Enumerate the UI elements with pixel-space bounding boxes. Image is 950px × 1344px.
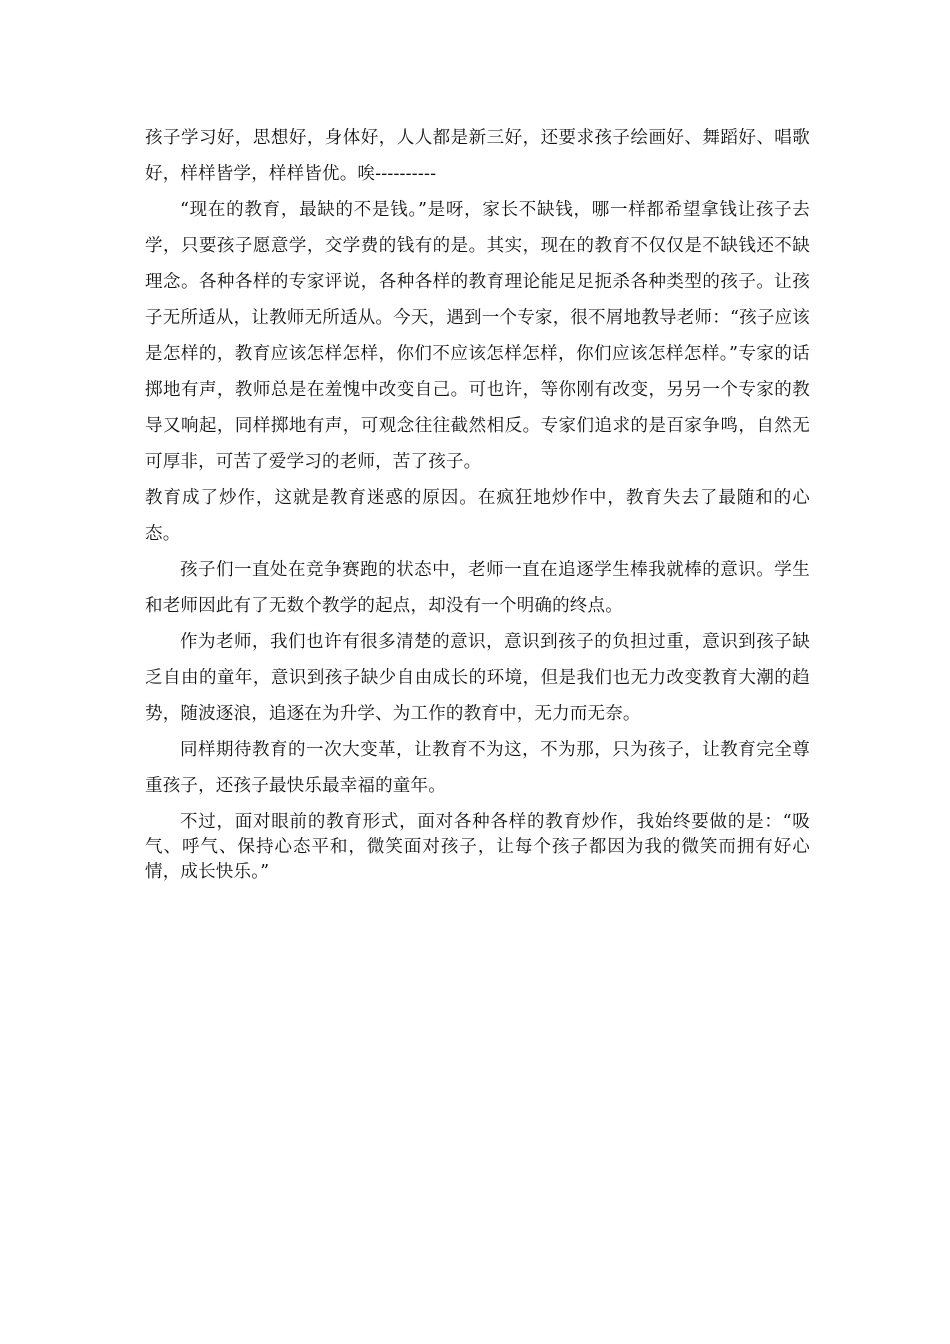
paragraph-1: 孩子学习好，思想好，身体好，人人都是新三好，还要求孩子绘画好、舞蹈好、唱歌好，样样皆学，样样皆优。唉---------- xyxy=(145,128,810,184)
paragraph-5: 作为老师，我们也许有很多清楚的意识，意识到孩子的负担过重，意识到孩子缺乏自由的童年，意识到孩子缺少自由成长的环境，但是我们也无力改变教育大潮的趋势，随波逐浪，追逐在为升学、为工作的教育中，无力而无奈。 xyxy=(145,632,810,724)
paragraph-4: 孩子们一直处在竞争赛跑的状态中，老师一直在追逐学生棒我就棒的意识。学生 和老师因此有了无数个教学的起点，却没有一个明确的终点。 xyxy=(145,560,828,616)
paragraph-3: 教育成了炒作，这就是教育迷惑的原因。在疯狂地炒作中，教育失去了最随和的心态。 xyxy=(145,488,810,544)
document-body xyxy=(145,120,828,885)
paragraph-6: 同样期待教育的一次大变革，让教育不为这，不为那，只为孩子，让教育完全尊重孩子，还孩子最快乐最幸福的童年。 xyxy=(145,740,810,796)
paragraph-7: 不过，面对眼前的教育形式，面对各种各样的教育炒作，我始终要做的是：“吸气、呼气、保持心态平和，微笑面对孩子，让每个孩子都因为我的微笑而拥有好心情，成长快乐。” xyxy=(145,812,810,882)
paragraph-2: “现在的教育，最缺的不是钱。”是呀，家长不缺钱，哪一样都希望拿钱让孩子去学，只要孩子愿意学，交学费的钱有的是。其实，现在的教育不仅仅是不缺钱还不缺理念。各种各样的专家评说，各种各样的教育理论能足足扼杀各种类型的孩子。让孩子无所适从，让教师无所适从。今天，遇到一个专家，很不屑地教导老师：“孩子应该是怎样的，教育应该怎样怎样，你们不应该怎样怎样，你们应该怎样怎样。”专家的话掷地有声，教师总是在羞愧中改变自己。可也许，等你刚有改变，另另一个专家的教导又响起，同样掷地有声，可观念往往截然相反。专家们追求的是百家争鸣，自然无可厚非，可苦了爱学习的老师，苦了孩子。 xyxy=(145,200,810,472)
